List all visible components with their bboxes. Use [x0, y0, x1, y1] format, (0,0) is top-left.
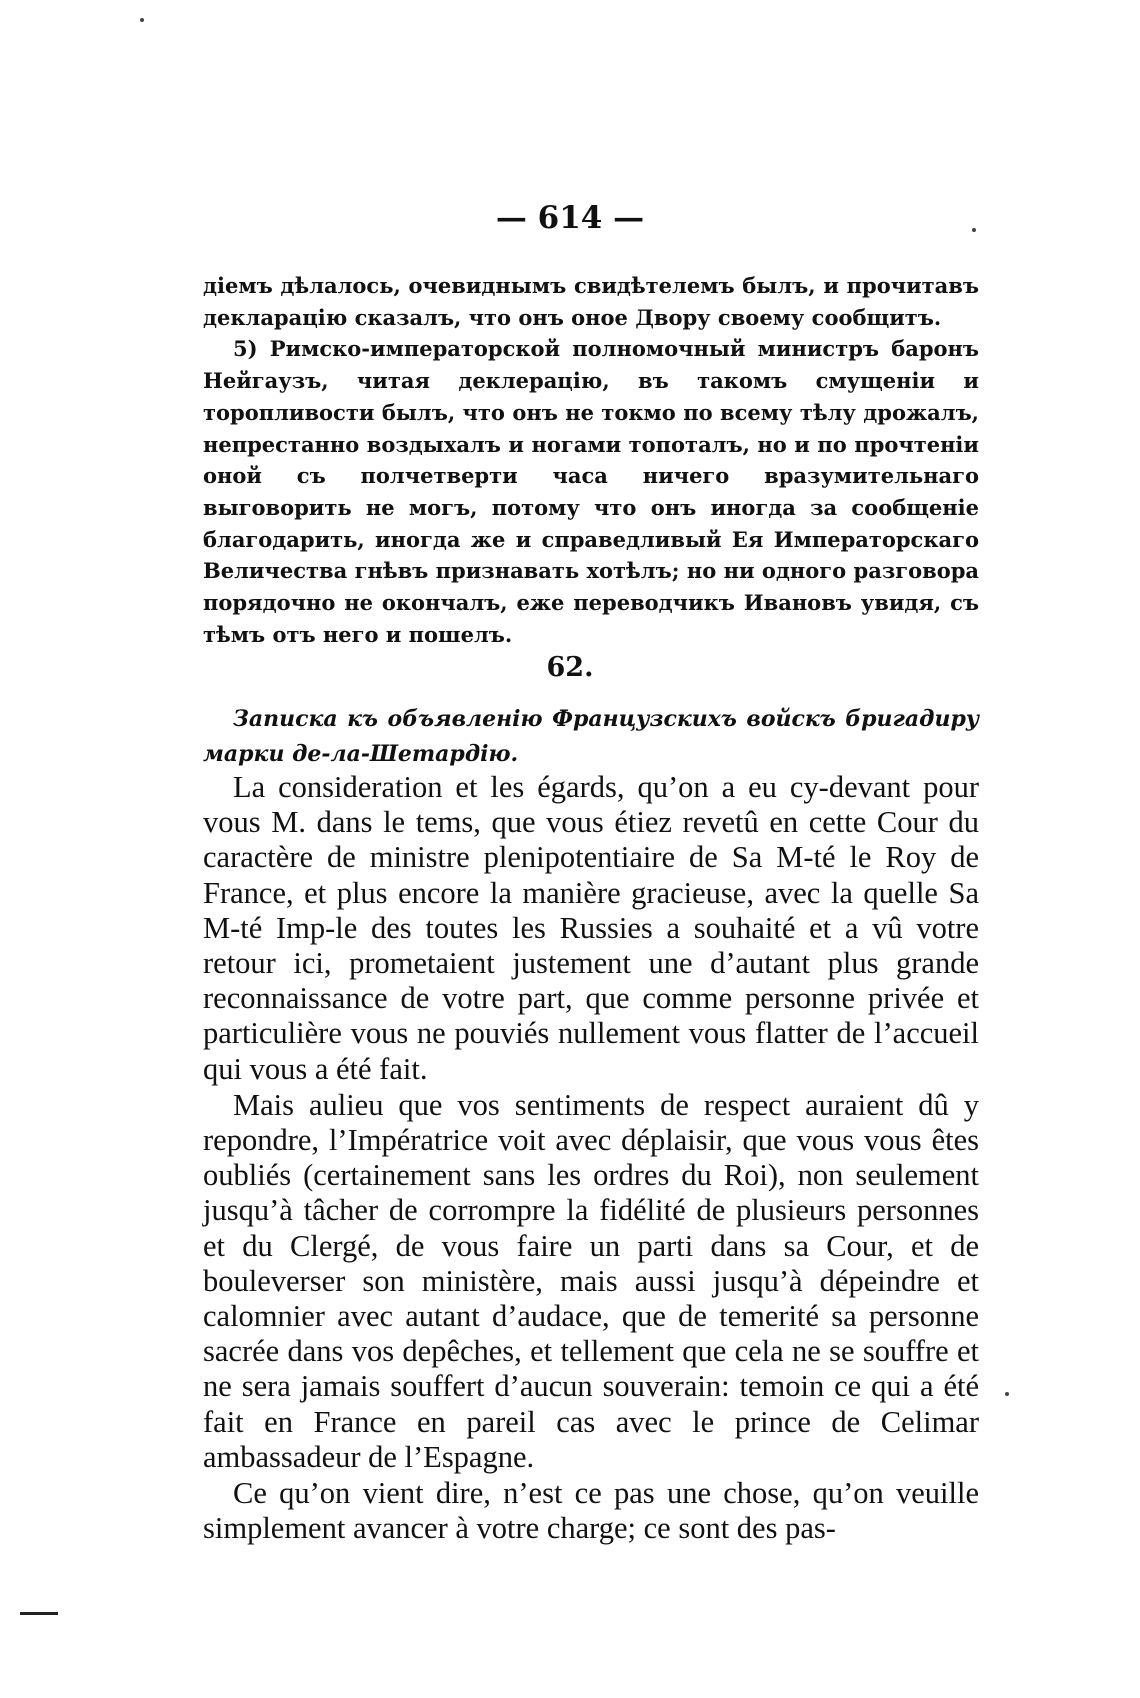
section-number: 62. — [546, 652, 594, 683]
page-speck — [140, 18, 144, 22]
page-number: — 614 — — [495, 200, 645, 236]
french-paragraph-2: Mais aulieu que vos sentiments de respect auraient dû y repondre, l’Impératrice voit avec déplaisir, que vous vous êtes oubliés (certainement sans les ordres du Roi), non seulement jusqu’à tâcher de corrompre la fidélité de plusieurs personnes et du Clergé, de vous faire un parti dans sa Cour, et de bouleverser son ministère, mais aussi jusqu’à dépeindre et calomnier avec autant d’audace, que de temerité sa personne sacrée dans vos depêches, et tellement que cela ne se souffre et ne sera jamais souffert d’aucun souverain: temoin ce qui a été fait en France en pareil cas avec le prince de Celimar ambassadeur de l’Espagne. — [203, 1087, 979, 1474]
russian-paragraph-5: 5) Римско-императорской полномочный министръ баронъ Нейгаузъ, читая деклерацію, въ такомъ смущеніи и торопливости былъ, что онъ не токмо по всему тѣлу дрожалъ, непрестанно воздыхалъ и ногами топоталъ, но и по прочтеніи оной съ полчетверти часа ничего вразумительнаго выговорить не могъ, потому что онъ иногда за сообщеніе благодарить, иногда же и справедливый Ея Императорскаго Величества гнѣвъ признавать хотѣлъ; но ни одного разговора порядочно не окончалъ, еже переводчикъ Ивановъ увидя, съ тѣмъ отъ него и пошелъ. — [203, 336, 979, 647]
margin-dash-mark — [20, 1612, 58, 1615]
page-speck — [1005, 1392, 1009, 1396]
section-title: Записка къ объявленію Французскихъ войскъ бригадиру марки де-ла-Шетардію. — [203, 706, 979, 767]
french-text-block — [203, 770, 979, 1546]
russian-paragraph-continuation: діемъ дѣлалось, очевиднымъ свидѣтелемъ былъ, и прочитавъ декларацію сказалъ, что онъ оное Двору своему сообщитъ. — [203, 273, 979, 330]
french-paragraph-3: Ce qu’on vient dire, n’est ce pas une chose, qu’on veuille simplement avancer à votre charge; ce sont des pas- — [203, 1476, 979, 1546]
french-paragraph-1: La consideration et les égards, qu’on a eu cy-devant pour vous M. dans le tems, que vous étiez revetû en cette Cour du caractère de ministre plenipotentiaire de Sa M-té le Roy de France, et plus encore la manière gracieuse, avec la quelle Sa M-té Imp-le des toutes les Russies a souhaité et a vû votre retour ici, prometaient justement une d’autant plus grande reconnaissance de votre part, que comme personne privée et particulière vous ne pouviés nullement vous flatter de l’accueil qui vous a été fait. — [203, 770, 979, 1086]
russian-text-block — [203, 270, 979, 650]
